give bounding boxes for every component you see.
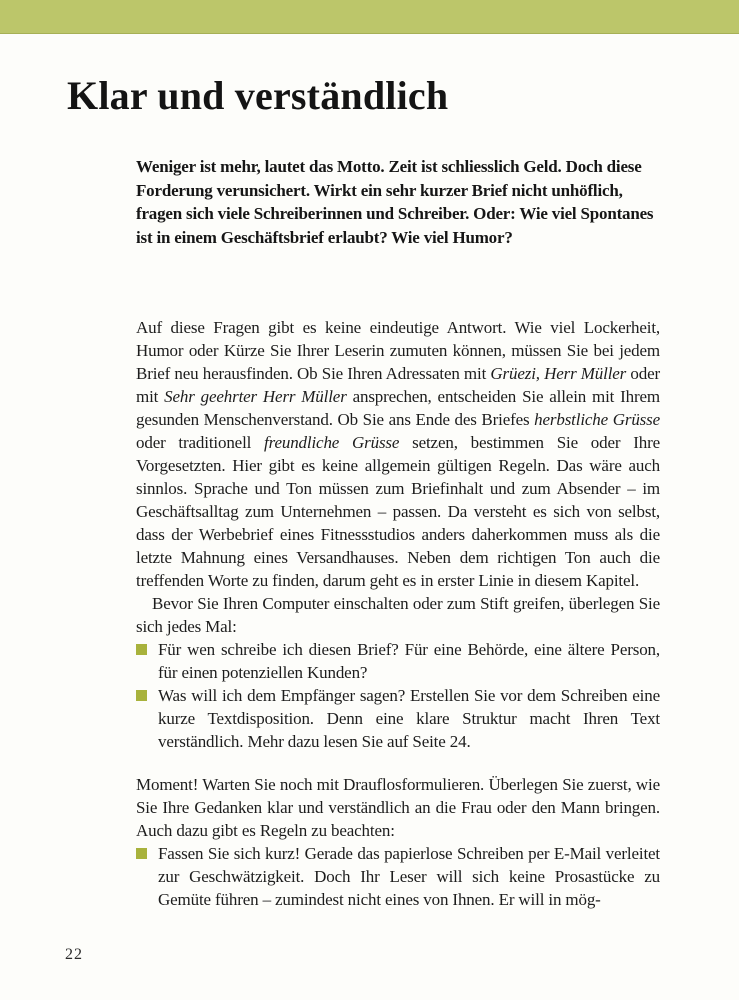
top-accent-bar	[0, 0, 739, 34]
list-item	[136, 842, 660, 911]
text-segment: setzen, bestimmen Sie oder Ihre Vorgesetzten. Hier gibt es keine allgemein gültigen Regeln. Das wäre auch sinnlos. Sprache und Ton müssen zum Briefinhalt und zum Absender – im Geschäftsalltag zum Unternehmen – passen. Da versteht es sich von selbst, dass der Werbebrief eines Fitnessstudios anders daherkommen muss als die letzte Mahnung eines Versandhauses. Neben dem richtigen Ton auch die treffenden Worte zu finden, darum geht es in erster Linie in diesem Kapitel.	[136, 433, 660, 590]
list-item-text: Fassen Sie sich kurz! Gerade das papierlose Schreiben per E-Mail verleitet zur Geschwätzigkeit. Doch Ihr Leser will sich keine Prosastücke zu Gemüte führen – zumindest nicht eines von Ihnen. Er will in mög-	[158, 844, 660, 909]
text-segment: Auf diese Fragen gibt es keine eindeutige Antwort. Wie viel Lockerheit, Humor oder Kürze Sie Ihrer Leserin zumuten können, müssen Sie bei jedem Brief neu herausfinden. Ob Sie Ihren Adressaten mit	[136, 318, 660, 383]
list-item-text: Für wen schreibe ich diesen Brief? Für eine Behörde, eine ältere Person, für einen potenziellen Kunden?	[158, 640, 660, 682]
bullet-list-questions	[136, 638, 660, 753]
bullet-square-icon	[136, 690, 147, 701]
text-segment: oder mit	[136, 364, 660, 406]
italic-phrase: herbstliche Grüsse	[534, 410, 660, 429]
text-segment: ansprechen, entscheiden Sie allein mit Ihrem gesunden Menschenverstand. Ob Sie ans Ende des Briefes	[136, 387, 661, 429]
paragraph-before-writing: Bevor Sie Ihren Computer einschalten oder zum Stift greifen, überlegen Sie sich jedes Mal:	[136, 594, 660, 636]
italic-phrase: freundliche Grüsse	[264, 433, 400, 452]
paragraph-tone-and-words	[136, 316, 660, 592]
italic-phrase: Sehr geehrter Herr Müller	[164, 387, 347, 406]
page-number: 22	[65, 946, 83, 963]
body-text	[136, 316, 660, 911]
page-title: Klar und verständlich	[67, 73, 449, 118]
italic-phrase: Grüezi, Herr Müller	[490, 364, 627, 383]
bullet-square-icon	[136, 848, 147, 859]
text-segment: oder traditionell	[136, 433, 265, 452]
intro-paragraph: Weniger ist mehr, lautet das Motto. Zeit ist schliesslich Geld. Doch diese Forderung verunsichert. Wirkt ein sehr kurzer Brief nicht unhöflich, fragen sich viele Schreiberinnen und Schreiber. Oder: Wie viel Spontanes ist in einem Geschäftsbrief erlaubt? Wie viel Humor?	[136, 157, 654, 247]
list-item-text: Was will ich dem Empfänger sagen? Erstellen Sie vor dem Schreiben eine kurze Textdisposition. Denn eine klare Struktur macht Ihren Text verständlich. Mehr dazu lesen Sie auf Seite 24.	[158, 686, 660, 751]
list-item	[136, 684, 660, 753]
bullet-square-icon	[136, 644, 147, 655]
list-item	[136, 638, 660, 684]
paragraph-moment: Moment! Warten Sie noch mit Drauflosformulieren. Überlegen Sie zuerst, wie Sie Ihre Gedanken klar und verständlich an die Frau oder den Mann bringen. Auch dazu gibt es Regeln zu beachten:	[136, 775, 660, 840]
bullet-list-rules	[136, 842, 660, 911]
